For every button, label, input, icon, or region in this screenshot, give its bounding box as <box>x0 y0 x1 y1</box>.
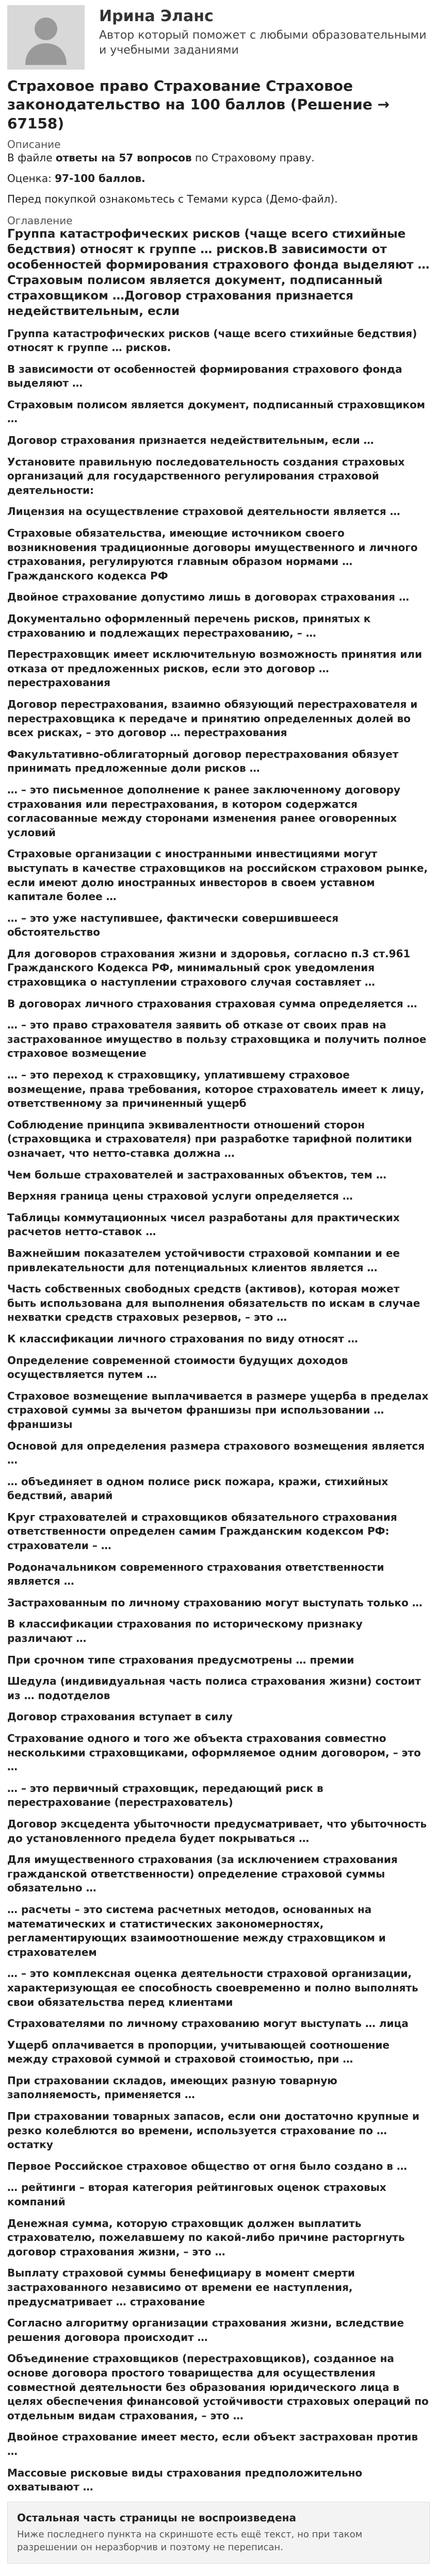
question-item: В зависимости от особенностей формирования страхового фонда выделяют … <box>7 362 402 390</box>
question-item: Для договоров страхования жизни и здоровья, согласно п.3 ст.961 Гражданского Кодекса РФ, минимальный срок уведомления страховщика о наступлении страхового случая составляет … <box>7 947 411 989</box>
question-item: Страховые обязательства, имеющие источником своего возникновения традиционные договоры имущественного и личного страхования, регулируются главным образом нормами … Гражданского кодекса РФ <box>7 527 418 582</box>
file-info-prefix: В файле <box>7 152 56 164</box>
question-list <box>7 327 430 2495</box>
unread-region <box>7 2502 430 2564</box>
question-item: Страховые организации с иностранными инвестициями могут выступать в качестве страховщиков на российском страховом рынке, если имеют долю иностранных инвесторов в своем уставном капитале более … <box>7 847 428 903</box>
question-item: … расчеты – это система расчетных методов, основанных на математических и статистических закономерностях, регламентирующих взаимоотношение между страховщиком и страхователем <box>7 1903 386 1958</box>
question-item: … – это первичный страховщик, передающий риск в перестрахование (перестрахователь) <box>7 1782 323 1809</box>
question-item: При страховании товарных запасов, если они достаточно крупные и резко колеблются во времени, используется страхование по … остатку <box>7 2110 419 2151</box>
question-item: Соблюдение принципа эквивалентности отношений сторон (страховщика и страхователя) при разработке тарифной политики означает, что нетто-ставка должна … <box>7 1118 412 1160</box>
question-item: Массовые рисковые виды страхования предположительно охватывают … <box>7 2466 363 2494</box>
question-item: Застрахованным по личному страхованию могут выступать только … <box>7 1596 423 1609</box>
file-info <box>7 151 430 165</box>
question-item: Часть собственных свободных средств (активов), которая может быть использована для выполнения обязательств по искам в случае нехватки средств страховых резервов, – это … <box>7 1283 420 1324</box>
question-item: Шедула (индивидуальная часть полиса страхования жизни) состоит из … подотделов <box>7 1675 421 1702</box>
question-item: Договор перестрахования, взаимно обязующий перестрахователя и перестраховщика к передаче и принятию определенных долей во всех рисках, – это договор … перестрахования <box>7 697 418 739</box>
question-item: … – это комплексная оценка деятельности страховой организации, характеризующая ее способность своевременно и полно выполнять свои обязательства перед клиентами <box>7 1967 418 2008</box>
spacer <box>7 206 430 212</box>
question-item: Важнейшим показателем устойчивости страховой компании и ее привлекательности для потенциальных клиентов является … <box>7 1247 400 1274</box>
grade <box>7 171 430 186</box>
user-silhouette-icon <box>18 9 74 66</box>
question-item: Договор страхования вступает в силу <box>7 1710 233 1723</box>
question-item: Определение современной стоимости будущих доходов осуществляется путем … <box>7 1354 348 1381</box>
file-info-suffix: по Страховому праву. <box>191 152 315 164</box>
spacer <box>7 165 430 171</box>
page-title: Страховое право Страхование Страховое законодательство на 100 баллов (Решение → 67158) <box>7 77 390 132</box>
question-item: Родоначальником современного страхования ответственности является … <box>7 1560 384 1588</box>
description-label: Описание <box>7 138 61 151</box>
question-item: При страховании складов, имеющих разную товарную заполняемость, применяется … <box>7 2074 337 2101</box>
question-item: Круг страхователей и страховщиков обязательного страхования ответственности определен самим Гражданским кодексом РФ: страхователи – … <box>7 1510 397 1552</box>
question-item: … рейтинги – вторая категория рейтинговых оценок страховых компаний <box>7 2181 386 2208</box>
spacer <box>7 186 430 192</box>
question-item: Договор страхования признается недействительным, если … <box>7 434 374 447</box>
question-item: Ущерб оплачивается в пропорции, учитывающей соотношение между страховой суммой и страховой стоимостью, при … <box>7 2038 390 2066</box>
question-item: Чем больше страхователей и застрахованных объектов, тем … <box>7 1168 386 1181</box>
question-item: Договор эксцедента убыточности предусматривает, что убыточность до установленного предела будет покрываться … <box>7 1817 427 1844</box>
unread-region-title: Остальная часть страницы не воспроизведена <box>17 2511 296 2524</box>
unread-region-note: Ниже последнего пункта на скриншоте есть ещё текст, но при таком разрешении он неразборчив и поэтому не переписан. <box>17 2529 363 2553</box>
author-description: Автор который поможет с любыми образовательными и учебными заданиями <box>99 29 427 57</box>
author-header <box>7 5 430 70</box>
question-item: Объединение страховщиков (перестраховщиков), созданное на основе договора простого товарищества для осуществления совместной деятельности без образования юридического лица в целях обеспечения финансовой устойчивости страховых операций по отдельным видам страхования, – это … <box>7 2352 429 2422</box>
question-item: Для имущественного страхования (за исключением страхования гражданской ответственности) определение страховой суммы обязательно … <box>7 1853 398 1894</box>
question-item: В договорах личного страхования страховая сумма определяется … <box>7 997 417 1010</box>
question-item: Верхняя граница цены страховой услуги определяется … <box>7 1190 353 1203</box>
question-item: … – это письменное дополнение к ранее заключенному договору страхования или перестрахования, в котором содержатся согласованные между сторонами изменения ранее оговоренных условий <box>7 783 400 839</box>
question-item: Страховое возмещение выплачивается в размере ущерба в пределах страховой суммы за вычетом франшизы при использовании … франшизы <box>7 1389 429 1431</box>
question-item: Страхование одного и того же объекта страхования совместно несколькими страховщиками, оформляемое одним договором, – это … <box>7 1732 421 1773</box>
file-info-count: ответы на 57 вопросов <box>55 152 192 164</box>
avatar[interactable] <box>7 5 85 70</box>
question-item: При срочном типе страхования предусмотрены … премии <box>7 1653 354 1666</box>
question-item: … – это право страхователя заявить об отказе от своих прав на застрахованное имущество в пользу страховщика и получить полное страховое возмещение <box>7 1019 427 1060</box>
question-item: Выплату страховой суммы бенефициару в момент смерти застрахованного независимо от времени ее наступления, предусматривает … страхование <box>7 2267 355 2308</box>
toc-label: Оглавление <box>7 214 73 227</box>
author-name[interactable]: Ирина Эланс <box>99 7 214 25</box>
grade-value: 97-100 баллов. <box>55 172 145 185</box>
question-item: Лицензия на осуществление страховой деятельности является … <box>7 505 400 518</box>
question-item: Группа катастрофических рисков (чаще всего стихийные бедствия) относят к группе … рисков. <box>7 327 417 354</box>
question-item: К классификации личного страхования по виду относят … <box>7 1332 358 1345</box>
question-item: Страхователями по личному страхованию могут выступать … лица <box>7 2017 409 2030</box>
question-item: Двойное страхование имеет место, если объект застрахован против … <box>7 2431 418 2457</box>
question-item: Двойное страхование допустимо лишь в договорах страхования … <box>7 591 409 604</box>
question-item: Факультативно-облигаторный договор перестрахования обязует принимать предложенные доли рисков … <box>7 747 399 775</box>
question-item: … – это переход к страховщику, уплатившему страховое возмещение, права требования, которое страхователь имеет к лицу, ответственному за причиненный ущерб <box>7 1069 425 1110</box>
question-item: Первое Российское страховое общество от огня было создано в … <box>7 2159 407 2172</box>
notice: Перед покупкой ознакомьтесь с Темами курса (Демо-файл). <box>7 193 338 206</box>
question-item: Согласно алгоритму организации страхования жизни, вследствие решения договора происходит … <box>7 2317 404 2344</box>
question-item: Страховым полисом является документ, подписанный страховщиком … <box>7 398 426 425</box>
question-item: Документально оформленный перечень рисков, принятых к страхованию и подлежащих перестрахованию, – … <box>7 612 371 639</box>
grade-label: Оценка: <box>7 172 55 185</box>
author-info <box>99 5 430 58</box>
question-item: … объединяет в одном полисе риск пожара, кражи, стихийных бедствий, аварий <box>7 1475 389 1502</box>
question-item: В классификации страхования по историческому признаку различают … <box>7 1618 363 1645</box>
question-item: Перестраховщик имеет исключительную возможность принятия или отказа от предложенных рисков, если это договор … перестрахования <box>7 648 422 689</box>
question-item: … – это уже наступившее, фактически совершившееся обстоятельство <box>7 911 339 939</box>
question-item: Основой для определения размера страхового возмещения является … <box>7 1439 425 1467</box>
toc-heading: Группа катастрофических рисков (чаще всего стихийные бедствия) относят к группе … рисков.В зависимости от особенностей формирования страхового фонда выделяют …Страховым полисом является документ, подписанный страховщиком …Договор страхования признается недействительным, если <box>7 227 430 318</box>
question-item: Таблицы коммутационных чисел разработаны для практических расчетов нетто-ставок … <box>7 1211 400 1238</box>
question-item: Установите правильную последовательность создания страховых организаций для государственного регулирования страховой деятельности: <box>7 455 405 496</box>
question-item: Денежная сумма, которую страховщик должен выплатить страхователю, пожелавшему по какой-либо причине расторгнуть договор страхования жизни, – это … <box>7 2217 405 2258</box>
